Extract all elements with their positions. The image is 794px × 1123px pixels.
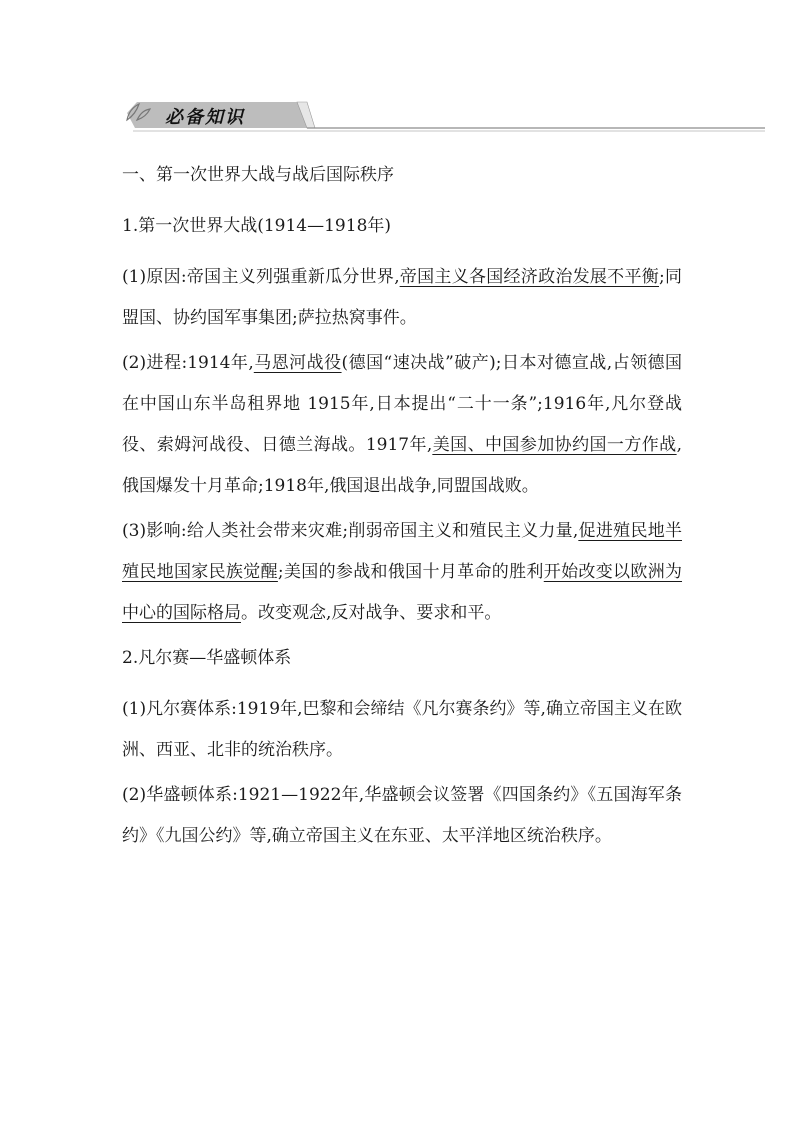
text-run: ;美国的参战和俄国十月革命的胜利	[277, 562, 544, 582]
underlined-keypoint: 开始改变以欧洲为中心的国际格局	[122, 562, 683, 623]
paragraph-versailles: (1)凡尔赛体系:1919年,巴黎和会缔结《凡尔赛条约》等,确立帝国主义在欧洲、西亚、北非的统治秩序。	[122, 699, 682, 760]
underlined-keypoint: 促进殖民地半殖民地国家民族觉醒	[122, 521, 682, 582]
section-header	[125, 100, 775, 136]
underlined-keypoint: 美国、中国参加协约国一方作战	[432, 435, 677, 455]
header-title: 必备知识	[165, 107, 245, 128]
text-run: (3)影响:给人类社会带来灾难;削弱帝国主义和殖民主义力量,	[122, 521, 579, 541]
text-run: (1)原因:帝国主义列强重新瓜分世界,	[122, 267, 400, 287]
document-body	[122, 155, 682, 861]
underlined-keypoint: 帝国主义各国经济政治发展不平衡	[399, 267, 659, 287]
text-run: ;同盟国、协约国军事集团;萨拉热窝事件。	[122, 267, 683, 328]
paragraph-causes	[122, 257, 682, 339]
text-run: 。改变观念,反对战争、要求和平。	[241, 603, 502, 623]
text-run: (2)进程:1914年,	[122, 353, 254, 373]
leaf-icon	[125, 100, 151, 122]
section-1-title: 一、第一次世界大战与战后国际秩序	[122, 165, 394, 185]
text-run: ,俄国爆发十月革命;1918年,俄国退出战争,同盟国战败。	[122, 435, 683, 496]
underlined-keypoint: 马恩河战役	[253, 353, 342, 373]
subsection-1-title: 1.第一次世界大战(1914—1918年)	[122, 216, 392, 236]
paragraph-impact	[122, 511, 682, 634]
subsection-2-title: 2.凡尔赛—华盛顿体系	[122, 648, 292, 668]
paragraph-washington: (2)华盛顿体系:1921—1922年,华盛顿会议签署《四国条约》《五国海军条约》《九国公约》等,确立帝国主义在东亚、太平洋地区统治秩序。	[122, 785, 682, 846]
paragraph-process	[122, 343, 682, 507]
text-run: (德国“速决战”破产);日本对德宣战,占领德国在中国山东半岛租界地 1915年,日本提出“二十一条”;1916年,凡尔登战役、索姆河战役、日德兰海战。1917年,	[122, 353, 682, 455]
